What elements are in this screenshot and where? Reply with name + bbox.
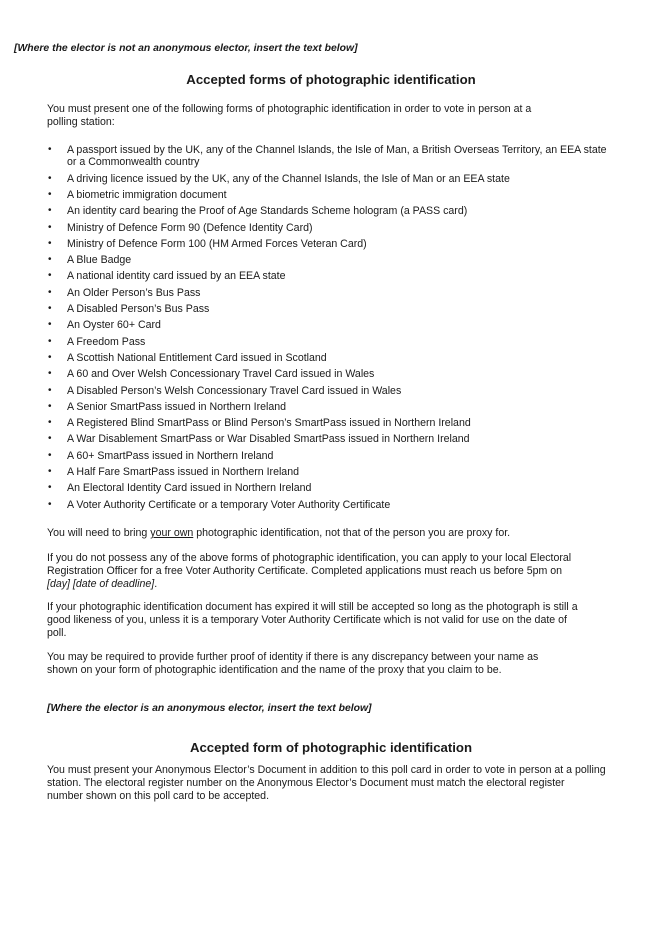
expired-line-3: poll. (47, 626, 67, 639)
intro-line-2: polling station: (47, 115, 115, 128)
no-id-line-1: If you do not possess any of the above forms of photographic identification, you can apply to your local Electoral (47, 552, 572, 564)
bullet-icon: • (48, 482, 52, 494)
list-item-text: A Registered Blind SmartPass or Blind Person’s SmartPass issued in Northern Ireland (67, 417, 471, 430)
list-item-text: A Voter Authority Certificate or a temporary Voter Authority Certificate (67, 498, 391, 511)
list-item (47, 303, 647, 315)
list-item-text: A Scottish National Entitlement Card issued in Scotland (67, 351, 327, 364)
section-title-forms: Accepted forms of photographic identification (186, 72, 476, 87)
list-item-text: An Oyster 60+ Card (67, 319, 161, 332)
list-item (47, 417, 647, 429)
discrepancy-line-2: shown on your form of photographic identification and the name of the proxy that you claim to be. (47, 663, 502, 676)
no-id-paragraph (47, 552, 643, 590)
anonymous-line-3: number shown on this poll card to be accepted. (47, 789, 270, 802)
list-item (47, 254, 647, 266)
discrepancy-line-1: You may be required to provide further proof of identity if there is any discrepancy between your name as (47, 651, 539, 663)
bullet-icon: • (48, 144, 52, 155)
bullet-icon: • (48, 335, 52, 347)
list-item (47, 144, 647, 169)
bullet-icon: • (48, 286, 52, 298)
list-item (47, 401, 647, 413)
bullet-icon: • (48, 368, 52, 380)
list-item (47, 450, 647, 462)
list-item-text: An identity card bearing the Proof of Age Standards Scheme hologram (a PASS card) (67, 205, 468, 218)
bullet-icon: • (48, 205, 52, 217)
anonymous-line-1: You must present your Anonymous Elector’s Document in addition to this poll card in order to vote in person at a polling (47, 764, 606, 776)
bullet-icon: • (48, 417, 52, 429)
list-item-text: A Freedom Pass (67, 335, 146, 348)
bullet-icon: • (48, 433, 52, 445)
id-forms-list (47, 144, 647, 515)
list-item-text: A Disabled Person’s Bus Pass (67, 303, 210, 316)
list-item-text: A Half Fare SmartPass issued in Northern Ireland (67, 466, 299, 479)
bullet-icon: • (48, 172, 52, 184)
bullet-icon: • (48, 303, 52, 315)
bullet-icon: • (48, 270, 52, 282)
no-id-line-3-end: . (154, 577, 158, 590)
list-item-text: A 60 and Over Welsh Concessionary Travel Card issued in Wales (67, 368, 375, 381)
list-item (47, 368, 647, 380)
list-item-text: A Blue Badge (67, 254, 132, 267)
bullet-icon: • (48, 254, 52, 266)
list-item (47, 173, 647, 185)
list-item-text: Ministry of Defence Form 90 (Defence Identity Card) (67, 221, 313, 234)
list-item-text: A Senior SmartPass issued in Northern Ireland (67, 400, 287, 413)
intro-line-1: You must present one of the following forms of photographic identification in order to vote in person at a (47, 103, 532, 115)
bullet-icon: • (48, 237, 52, 249)
list-item (47, 482, 647, 494)
list-item (47, 238, 647, 250)
list-item (47, 319, 647, 331)
list-item (47, 352, 647, 364)
proxy-note-after: photographic identification, not that of the person you are proxy for. (193, 527, 511, 539)
section-title-anonymous: Accepted form of photographic identification (189, 740, 473, 755)
no-id-line-2: Registration Officer for a free Voter Authority Certificate. Completed applications must reach us before 5pm on (47, 564, 563, 577)
list-item-text: An Older Person’s Bus Pass (67, 286, 201, 299)
anonymous-paragraph (47, 764, 643, 802)
intro-paragraph (47, 103, 643, 129)
list-item-text: A biometric immigration document (67, 189, 227, 201)
instruction-anonymous: [Where the elector is an anonymous elector, insert the text below] (47, 703, 372, 714)
list-item-text: A Disabled Person’s Welsh Concessionary Travel Card issued in Wales (67, 384, 402, 397)
bullet-icon: • (48, 319, 52, 331)
list-item-text: A national identity card issued by an EEA state (67, 270, 286, 283)
list-item-text: or a Commonwealth country (67, 156, 200, 169)
expired-line-1: If your photographic identification document has expired it will still be accepted so long as the photograph is still a (47, 601, 578, 613)
list-item (47, 189, 647, 201)
proxy-note-paragraph (47, 527, 643, 540)
bullet-icon: • (48, 466, 52, 478)
list-item (47, 466, 647, 478)
list-item (47, 287, 647, 299)
list-item (47, 205, 647, 217)
list-item (47, 433, 647, 445)
bullet-icon: • (48, 351, 52, 363)
instruction-not-anonymous: [Where the elector is not an anonymous elector, insert the text below] (14, 43, 358, 54)
bullet-icon: • (48, 400, 52, 412)
list-item (47, 499, 647, 511)
list-item-text: A driving licence issued by the UK, any of the Channel Islands, the Isle of Man or an EEA state (67, 172, 510, 185)
list-item (47, 270, 647, 282)
anonymous-line-2: station. The electoral register number on the Anonymous Elector’s Document must match the electoral register (47, 776, 565, 789)
deadline-placeholder: [day] [date of deadline] (47, 577, 155, 590)
expired-paragraph (47, 601, 643, 639)
list-item-text: A passport issued by the UK, any of the Channel Islands, the Isle of Man, a British Overseas Territory, an EEA state (67, 144, 607, 156)
discrepancy-paragraph (47, 651, 643, 677)
list-item (47, 336, 647, 348)
list-item-text: A War Disablement SmartPass or War Disabled SmartPass issued in Northern Ireland (67, 433, 470, 446)
expired-line-2: good likeness of you, unless it is a temporary Voter Authority Certificate which is not valid for use on the date of (47, 613, 567, 626)
list-item (47, 222, 647, 234)
proxy-note-before: You will need to bring (47, 527, 151, 539)
bullet-icon: • (48, 189, 52, 200)
list-item-text: An Electoral Identity Card issued in Northern Ireland (67, 482, 312, 495)
bullet-icon: • (48, 384, 52, 396)
bullet-icon: • (48, 449, 52, 461)
proxy-note-underlined: your own (150, 527, 194, 539)
list-item-text: Ministry of Defence Form 100 (HM Armed Forces Veteran Card) (67, 237, 367, 250)
bullet-icon: • (48, 498, 52, 510)
bullet-icon: • (48, 221, 52, 233)
list-item-text: A 60+ SmartPass issued in Northern Ireland (67, 449, 274, 462)
list-item (47, 385, 647, 397)
